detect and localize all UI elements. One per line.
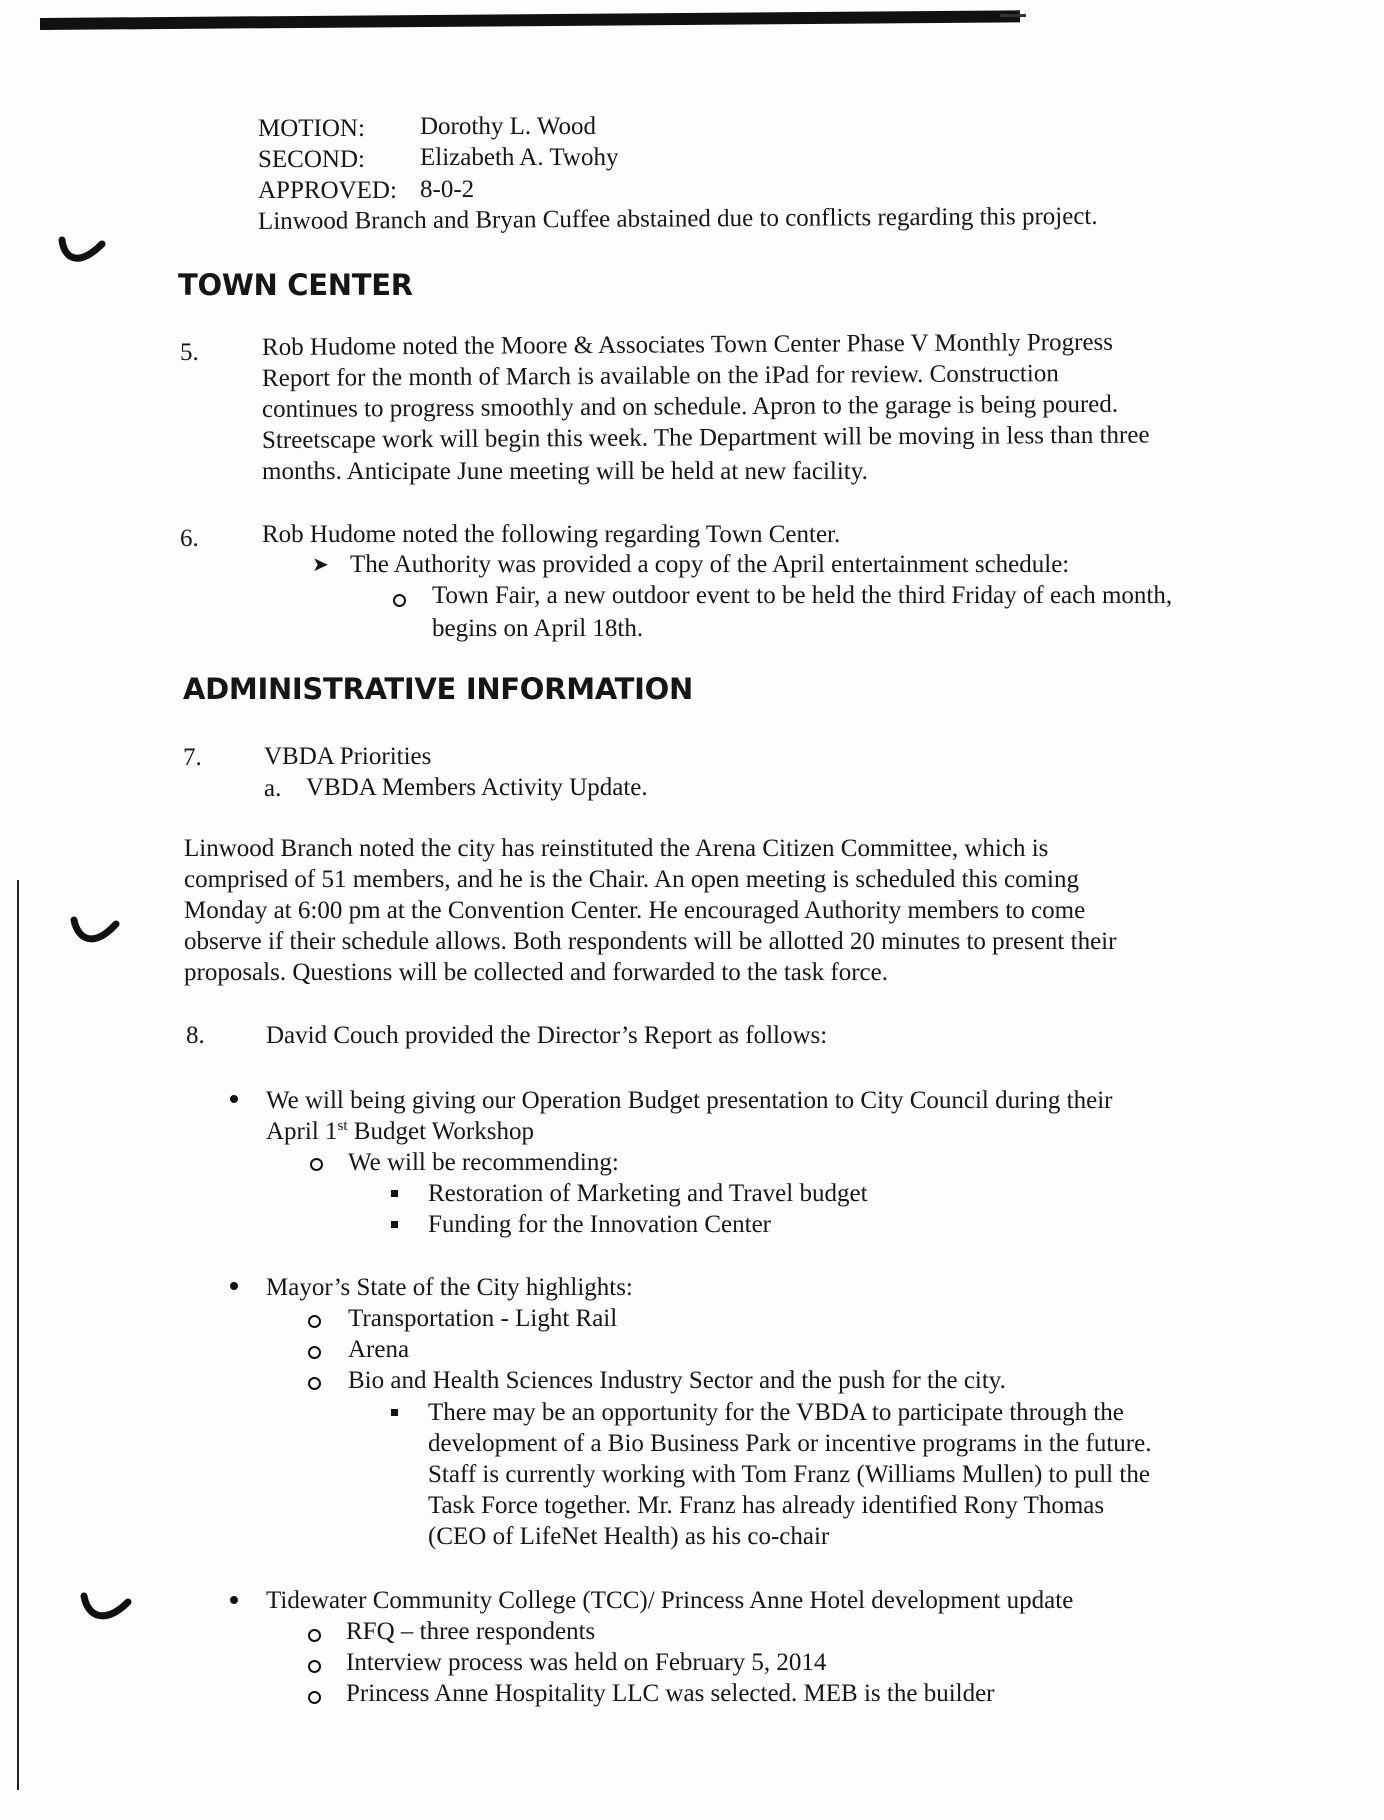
tcc-sub: RFQ – three respondents	[346, 1618, 596, 1645]
hollow-bullet-icon	[308, 1377, 321, 1390]
item6-sub-line: begins on April 18th.	[432, 615, 644, 642]
abstain-note: Linwood Branch and Bryan Cuffee abstained due to conflicts regarding this project.	[257, 202, 1098, 235]
second-value: Elizabeth A. Twohy	[420, 144, 619, 171]
item7-sub-label: a.	[264, 775, 282, 802]
mayor-line: Mayor’s State of the City highlights:	[266, 1274, 633, 1301]
mayor-sub: Arena	[348, 1336, 410, 1363]
hollow-bullet-icon	[310, 1158, 323, 1171]
mayor-square-line: development of a Bio Business Park or incentive programs in the future.	[428, 1430, 1152, 1457]
motion-value: Dorothy L. Wood	[420, 113, 596, 140]
mayor-square-line: Task Force together. Mr. Franz has already identified Rony Thomas	[428, 1492, 1105, 1519]
item5-line: continues to progress smoothly and on schedule. Apron to the garage is being poured.	[261, 390, 1119, 423]
paragraph-line: Monday at 6:00 pm at the Convention Center. He encouraged Authority members to come	[184, 897, 1086, 924]
hollow-bullet-icon	[308, 1346, 321, 1359]
budget-line-2-pre: April 1	[266, 1118, 338, 1145]
tcc-line: Tidewater Community College (TCC)/ Princess Anne Hotel development update	[266, 1587, 1074, 1614]
hollow-bullet-icon	[308, 1315, 321, 1328]
hollow-bullet-icon	[308, 1629, 321, 1642]
item8-intro: David Couch provided the Director’s Report as follows:	[266, 1022, 828, 1049]
paragraph-line: observe if their schedule allows. Both respondents will be allotted 20 minutes to present their	[184, 928, 1117, 955]
budget-line-2-sup: st	[337, 1118, 348, 1134]
budget-sub: We will be recommending:	[348, 1149, 619, 1176]
bullet-icon	[230, 1282, 238, 1290]
mayor-sub: Transportation - Light Rail	[348, 1305, 618, 1332]
budget-line: We will being giving our Operation Budget presentation to City Council during their	[266, 1087, 1113, 1114]
item-number: 7.	[183, 744, 202, 771]
hollow-bullet-icon	[308, 1660, 321, 1673]
item6-arrow-item: The Authority was provided a copy of the April entertainment schedule:	[350, 551, 1070, 578]
second-label: SECOND:	[258, 146, 365, 173]
item5-line: months. Anticipate June meeting will be held at new facility.	[262, 458, 868, 485]
item6-sub-line: Town Fair, a new outdoor event to be held the third Friday of each month,	[432, 582, 1173, 609]
mayor-square-line: Staff is currently working with Tom Franz (Williams Mullen) to pull the	[428, 1461, 1150, 1488]
item5-line: Report for the month of March is available on the iPad for review. Construction	[261, 360, 1059, 392]
budget-square-item: Funding for the Innovation Center	[428, 1211, 771, 1238]
item-number: 8.	[186, 1022, 205, 1049]
paragraph-line: Linwood Branch noted the city has reinstituted the Arena Citizen Committee, which is	[184, 835, 1049, 862]
item6-intro: Rob Hudome noted the following regarding Town Center.	[262, 521, 841, 548]
mayor-sub: Bio and Health Sciences Industry Sector and the push for the city.	[348, 1367, 1006, 1394]
item5-line: Streetscape work will begin this week. The Department will be moving in less than three	[261, 421, 1150, 454]
mayor-square-line: (CEO of LifeNet Health) as his co-chair	[428, 1523, 830, 1550]
paragraph-line: comprised of 51 members, and he is the Chair. An open meeting is scheduled this coming	[184, 866, 1079, 893]
item5-line: Rob Hudome noted the Moore & Associates Town Center Phase V Monthly Progress	[261, 328, 1114, 361]
arrow-bullet-icon: ➤	[312, 554, 329, 576]
square-bullet-icon	[391, 1190, 398, 1197]
tcc-sub: Interview process was held on February 5, 2014	[346, 1649, 827, 1676]
item7-title: VBDA Priorities	[264, 743, 432, 770]
approved-value: 8-0-2	[420, 176, 475, 203]
section-heading-town-center: TOWN CENTER	[178, 268, 413, 302]
hollow-bullet-icon	[393, 594, 406, 607]
section-heading-administrative: ADMINISTRATIVE INFORMATION	[183, 672, 693, 706]
bullet-icon	[230, 1596, 238, 1604]
budget-line-2	[266, 1117, 534, 1146]
paragraph-line: proposals. Questions will be collected and forwarded to the task force.	[184, 959, 888, 986]
square-bullet-icon	[391, 1221, 398, 1228]
budget-line-2-post: Budget Workshop	[347, 1118, 534, 1145]
bullet-icon	[230, 1095, 238, 1103]
approved-label: APPROVED:	[258, 177, 397, 204]
tcc-sub: Princess Anne Hospitality LLC was selected. MEB is the builder	[346, 1680, 995, 1707]
item-number: 5.	[180, 339, 199, 366]
item7-sub-text: VBDA Members Activity Update.	[306, 774, 648, 801]
item-number: 6.	[180, 525, 199, 552]
mayor-square-line: There may be an opportunity for the VBDA to participate through the	[428, 1399, 1124, 1426]
square-bullet-icon	[391, 1409, 398, 1416]
motion-label: MOTION:	[258, 115, 365, 142]
hollow-bullet-icon	[308, 1691, 321, 1704]
budget-square-item: Restoration of Marketing and Travel budget	[428, 1180, 868, 1207]
